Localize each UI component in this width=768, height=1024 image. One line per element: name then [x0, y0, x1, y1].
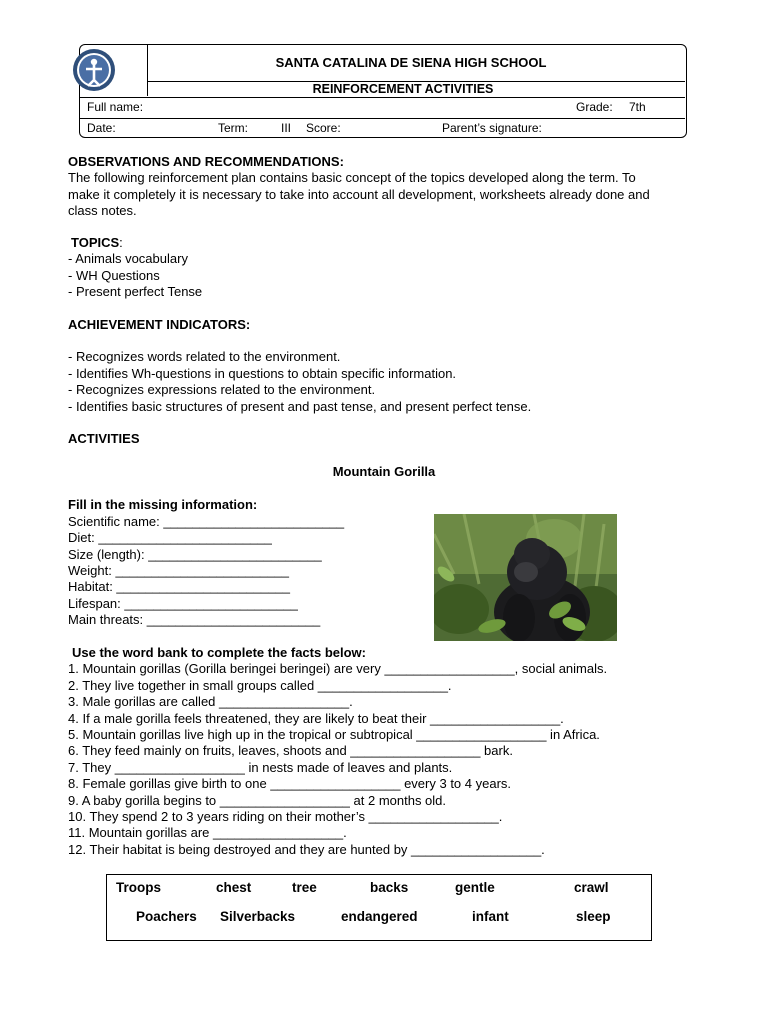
fill-item: Lifespan: ________________________: [68, 596, 298, 611]
topic-item: - Animals vocabulary: [68, 251, 188, 266]
fact-item: 6. They feed mainly on fruits, leaves, shoots and __________________ bark.: [68, 743, 513, 758]
wordbank-heading: Use the word bank to complete the facts below:: [72, 645, 366, 660]
word-bank-word: crawl: [574, 880, 609, 895]
topic-item: - WH Questions: [68, 268, 160, 283]
word-bank-word: Poachers: [136, 909, 197, 924]
fill-item: Scientific name: _________________________: [68, 514, 345, 529]
grade-label: Grade:: [576, 100, 613, 114]
observations-line: make it completely it is necessary to take into account all development, worksheets already done and: [68, 187, 650, 202]
fact-item: 8. Female gorillas give birth to one __________________ every 3 to 4 years.: [68, 776, 512, 791]
observations-line: class notes.: [68, 203, 137, 218]
gorilla-photo: [434, 514, 617, 641]
achievement-heading: ACHIEVEMENT INDICATORS:: [68, 317, 251, 332]
worksheet-title: REINFORCEMENT ACTIVITIES: [312, 82, 494, 96]
parent-signature-label: Parent’s signature:: [442, 121, 542, 135]
fact-item: 7. They __________________ in nests made of leaves and plants.: [68, 760, 453, 775]
header-divider: [79, 118, 685, 119]
word-bank-word: Silverbacks: [220, 909, 296, 924]
achievement-item: - Identifies Wh-questions in questions to obtain specific information.: [68, 366, 457, 381]
term-value: III: [281, 121, 292, 135]
word-bank-word: tree: [292, 880, 317, 895]
grade-value: 7th: [629, 100, 646, 114]
term-label: Term:: [218, 121, 248, 135]
activities-heading: ACTIVITIES: [68, 431, 140, 446]
fill-item: Size (length): ________________________: [68, 547, 322, 562]
word-bank-word: sleep: [576, 909, 611, 924]
fill-item: Main threats: ________________________: [68, 612, 321, 627]
school-logo-icon: [72, 48, 116, 92]
observations-heading: OBSERVATIONS AND RECOMMENDATIONS:: [68, 154, 344, 169]
fact-item: 3. Male gorillas are called __________________.: [68, 694, 353, 709]
topic-item: - Present perfect Tense: [68, 284, 203, 299]
achievement-item: - Identifies basic structures of present and past tense, and present perfect tense.: [68, 399, 532, 414]
fact-item: 2. They live together in small groups called __________________.: [68, 678, 452, 693]
word-bank-word: infant: [472, 909, 509, 924]
fact-item: 1. Mountain gorillas (Gorilla beringei beringei) are very __________________, social animals.: [68, 661, 608, 676]
header-divider: [79, 97, 685, 98]
word-bank-word: chest: [216, 880, 252, 895]
fact-item: 4. If a male gorilla feels threatened, they are likely to beat their __________________.: [68, 711, 564, 726]
fact-item: 5. Mountain gorillas live high up in the tropical or subtropical __________________ in Africa.: [68, 727, 600, 742]
fact-item: 10. They spend 2 to 3 years riding on their mother’s __________________.: [68, 809, 503, 824]
fact-item: 12. Their habitat is being destroyed and they are hunted by __________________.: [68, 842, 545, 857]
achievement-item: - Recognizes expressions related to the environment.: [68, 382, 376, 397]
date-label: Date:: [87, 121, 116, 135]
word-bank-word: Troops: [116, 880, 162, 895]
fill-heading: Fill in the missing information:: [68, 497, 258, 512]
full-name-label: Full name:: [87, 100, 144, 114]
achievement-item: - Recognizes words related to the environment.: [68, 349, 341, 364]
fact-item: 9. A baby gorilla begins to __________________ at 2 months old.: [68, 793, 447, 808]
observations-line: The following reinforcement plan contains basic concept of the topics developed along the term. To: [68, 170, 636, 185]
score-label: Score:: [306, 121, 341, 135]
fill-item: Weight: ________________________: [68, 563, 289, 578]
school-name: SANTA CATALINA DE SIENA HIGH SCHOOL: [275, 55, 547, 70]
word-bank-word: endangered: [341, 909, 418, 924]
topics-heading: TOPICS:: [71, 235, 123, 250]
fill-item: Diet: ________________________: [68, 530, 272, 545]
fill-item: Habitat: ________________________: [68, 579, 290, 594]
activity-title: Mountain Gorilla: [332, 464, 436, 479]
word-bank-word: gentle: [455, 880, 495, 895]
fact-item: 11. Mountain gorillas are __________________.: [68, 825, 347, 840]
word-bank-word: backs: [370, 880, 409, 895]
